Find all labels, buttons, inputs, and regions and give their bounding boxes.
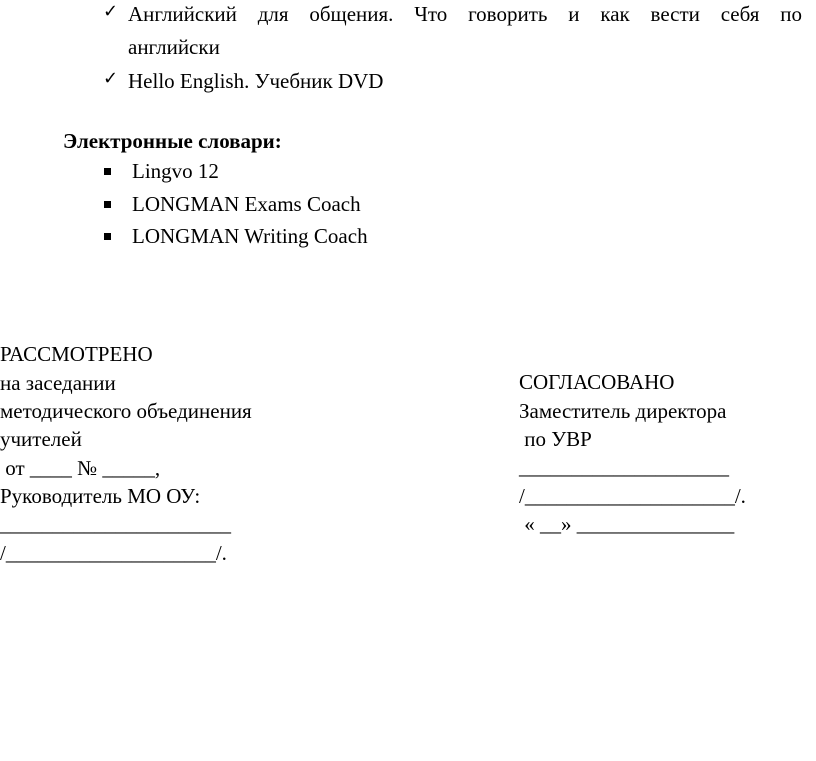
check-icon: ✓	[103, 1, 119, 22]
section-heading: Электронные словари:	[63, 129, 282, 153]
list-item: Hello English. Учебник DVD	[128, 69, 384, 93]
list-item: Lingvo 12	[132, 159, 219, 183]
signature-line: ____________________	[519, 455, 729, 479]
approved-line: Заместитель директора	[519, 399, 727, 423]
list-item-continuation: английски	[128, 35, 220, 59]
considered-line: на заседании	[0, 371, 116, 395]
check-icon: ✓	[103, 68, 119, 89]
square-bullet-icon	[104, 201, 111, 208]
approved-line: по УВР	[519, 427, 592, 451]
approved-title: СОГЛАСОВАНО	[519, 370, 675, 394]
considered-line: методического объединения	[0, 399, 252, 423]
signature-line: /____________________/.	[519, 484, 746, 508]
considered-line: от ____ № _____,	[0, 456, 161, 480]
list-item: LONGMAN Writing Coach	[132, 224, 368, 248]
list-item: Английский для общения. Что говорить и как вести себя по	[128, 2, 802, 26]
square-bullet-icon	[104, 168, 111, 175]
considered-line: учителей	[0, 427, 82, 451]
signature-line: ______________________	[0, 512, 231, 536]
considered-line: Руководитель МО ОУ:	[0, 484, 201, 508]
considered-title: РАССМОТРЕНО	[0, 342, 153, 366]
square-bullet-icon	[104, 233, 111, 240]
signature-line: /____________________/.	[0, 541, 227, 565]
date-line: « __» _______________	[519, 512, 735, 536]
list-item: LONGMAN Exams Coach	[132, 192, 361, 216]
